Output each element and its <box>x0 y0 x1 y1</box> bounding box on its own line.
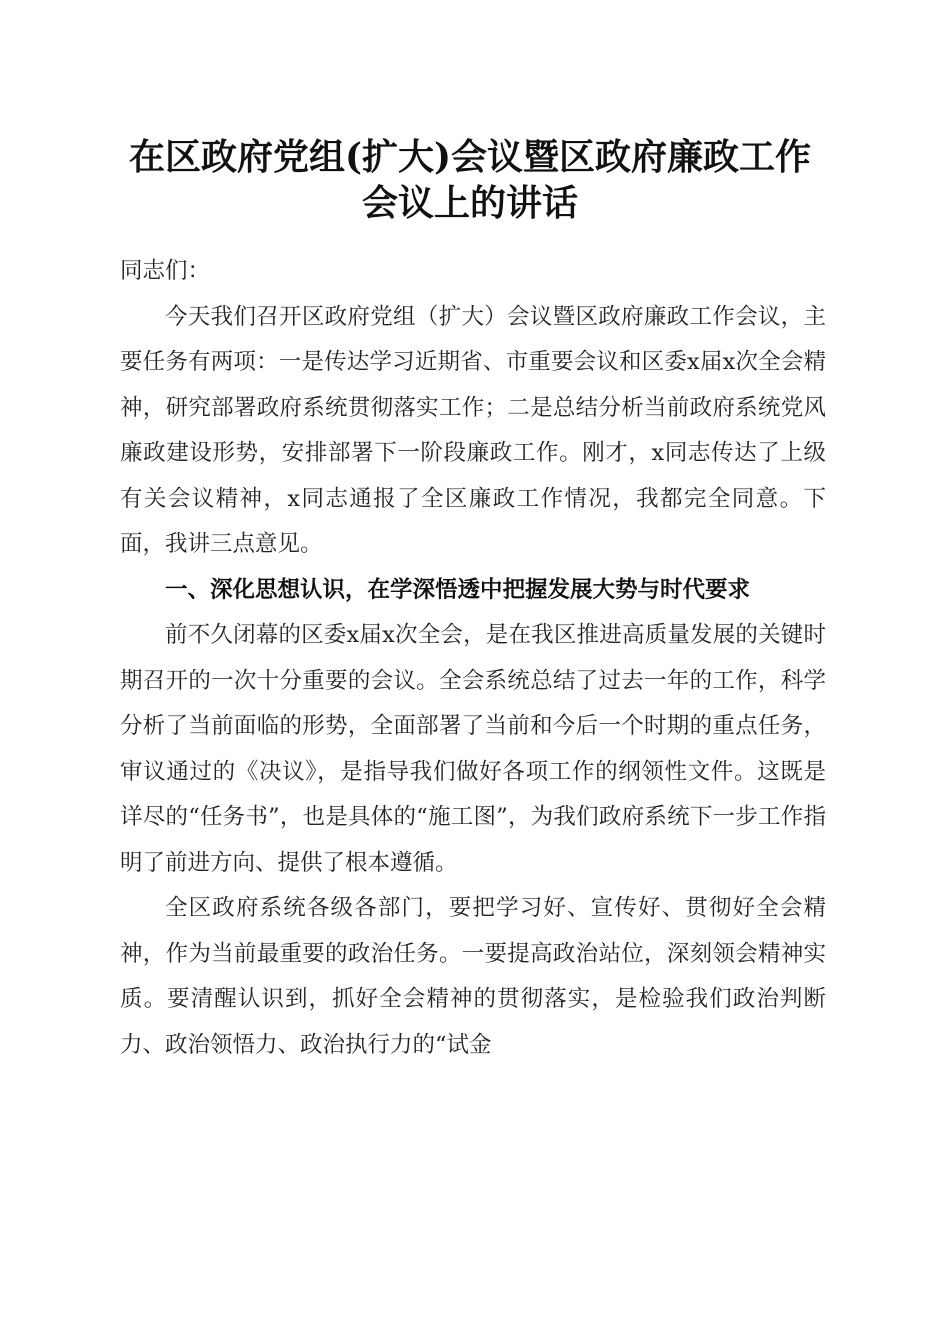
intro-paragraph: 今天我们召开区政府党组（扩大）会议暨区政府廉政工作会议，主要任务有两项：一是传达学习近期省、市重要会议和区委x届x次全会精神，研究部署政府系统贯彻落实工作；二是总结分析当前政府系统党风廉政建设形势，安排部署下一阶段廉政工作。刚才，x同志传达了上级有关会议精神，x同志通报了全区廉政工作情况，我都完全同意。下面，我讲三点意见。 <box>120 303 826 557</box>
section-heading-1: 一、深化思想认识，在学深悟透中把握发展大势与时代要求 <box>165 576 751 603</box>
salutation: 同志们： <box>120 258 211 284</box>
document-body <box>120 249 826 1068</box>
section1-paragraph-1: 前不久闭幕的区委x届x次全会，是在我区推进高质量发展的关键时期召开的一次十分重要的会议。全会系统总结了过去一年的工作，科学分析了当前面临的形势，全面部署了当前和今后一个时期的重点任务，审议通过的《决议》，是指导我们做好各项工作的纲领性文件。这既是详尽的“任务书”，也是具体的“施工图”，为我们政府系统下一步工作指明了前进方向、提供了根本遵循。 <box>120 622 826 876</box>
document-title: 在区政府党组(扩大)会议暨区政府廉政工作会议上的讲话 <box>128 136 812 224</box>
section1-paragraph-2: 全区政府系统各级各部门，要把学习好、宣传好、贯彻好全会精神，作为当前最重要的政治任务。一要提高政治站位，深刻领会精神实质。要清醒认识到，抓好全会精神的贯彻落实，是检验我们政治判断力、政治领悟力、政治执行力的“试金 <box>120 895 826 1058</box>
